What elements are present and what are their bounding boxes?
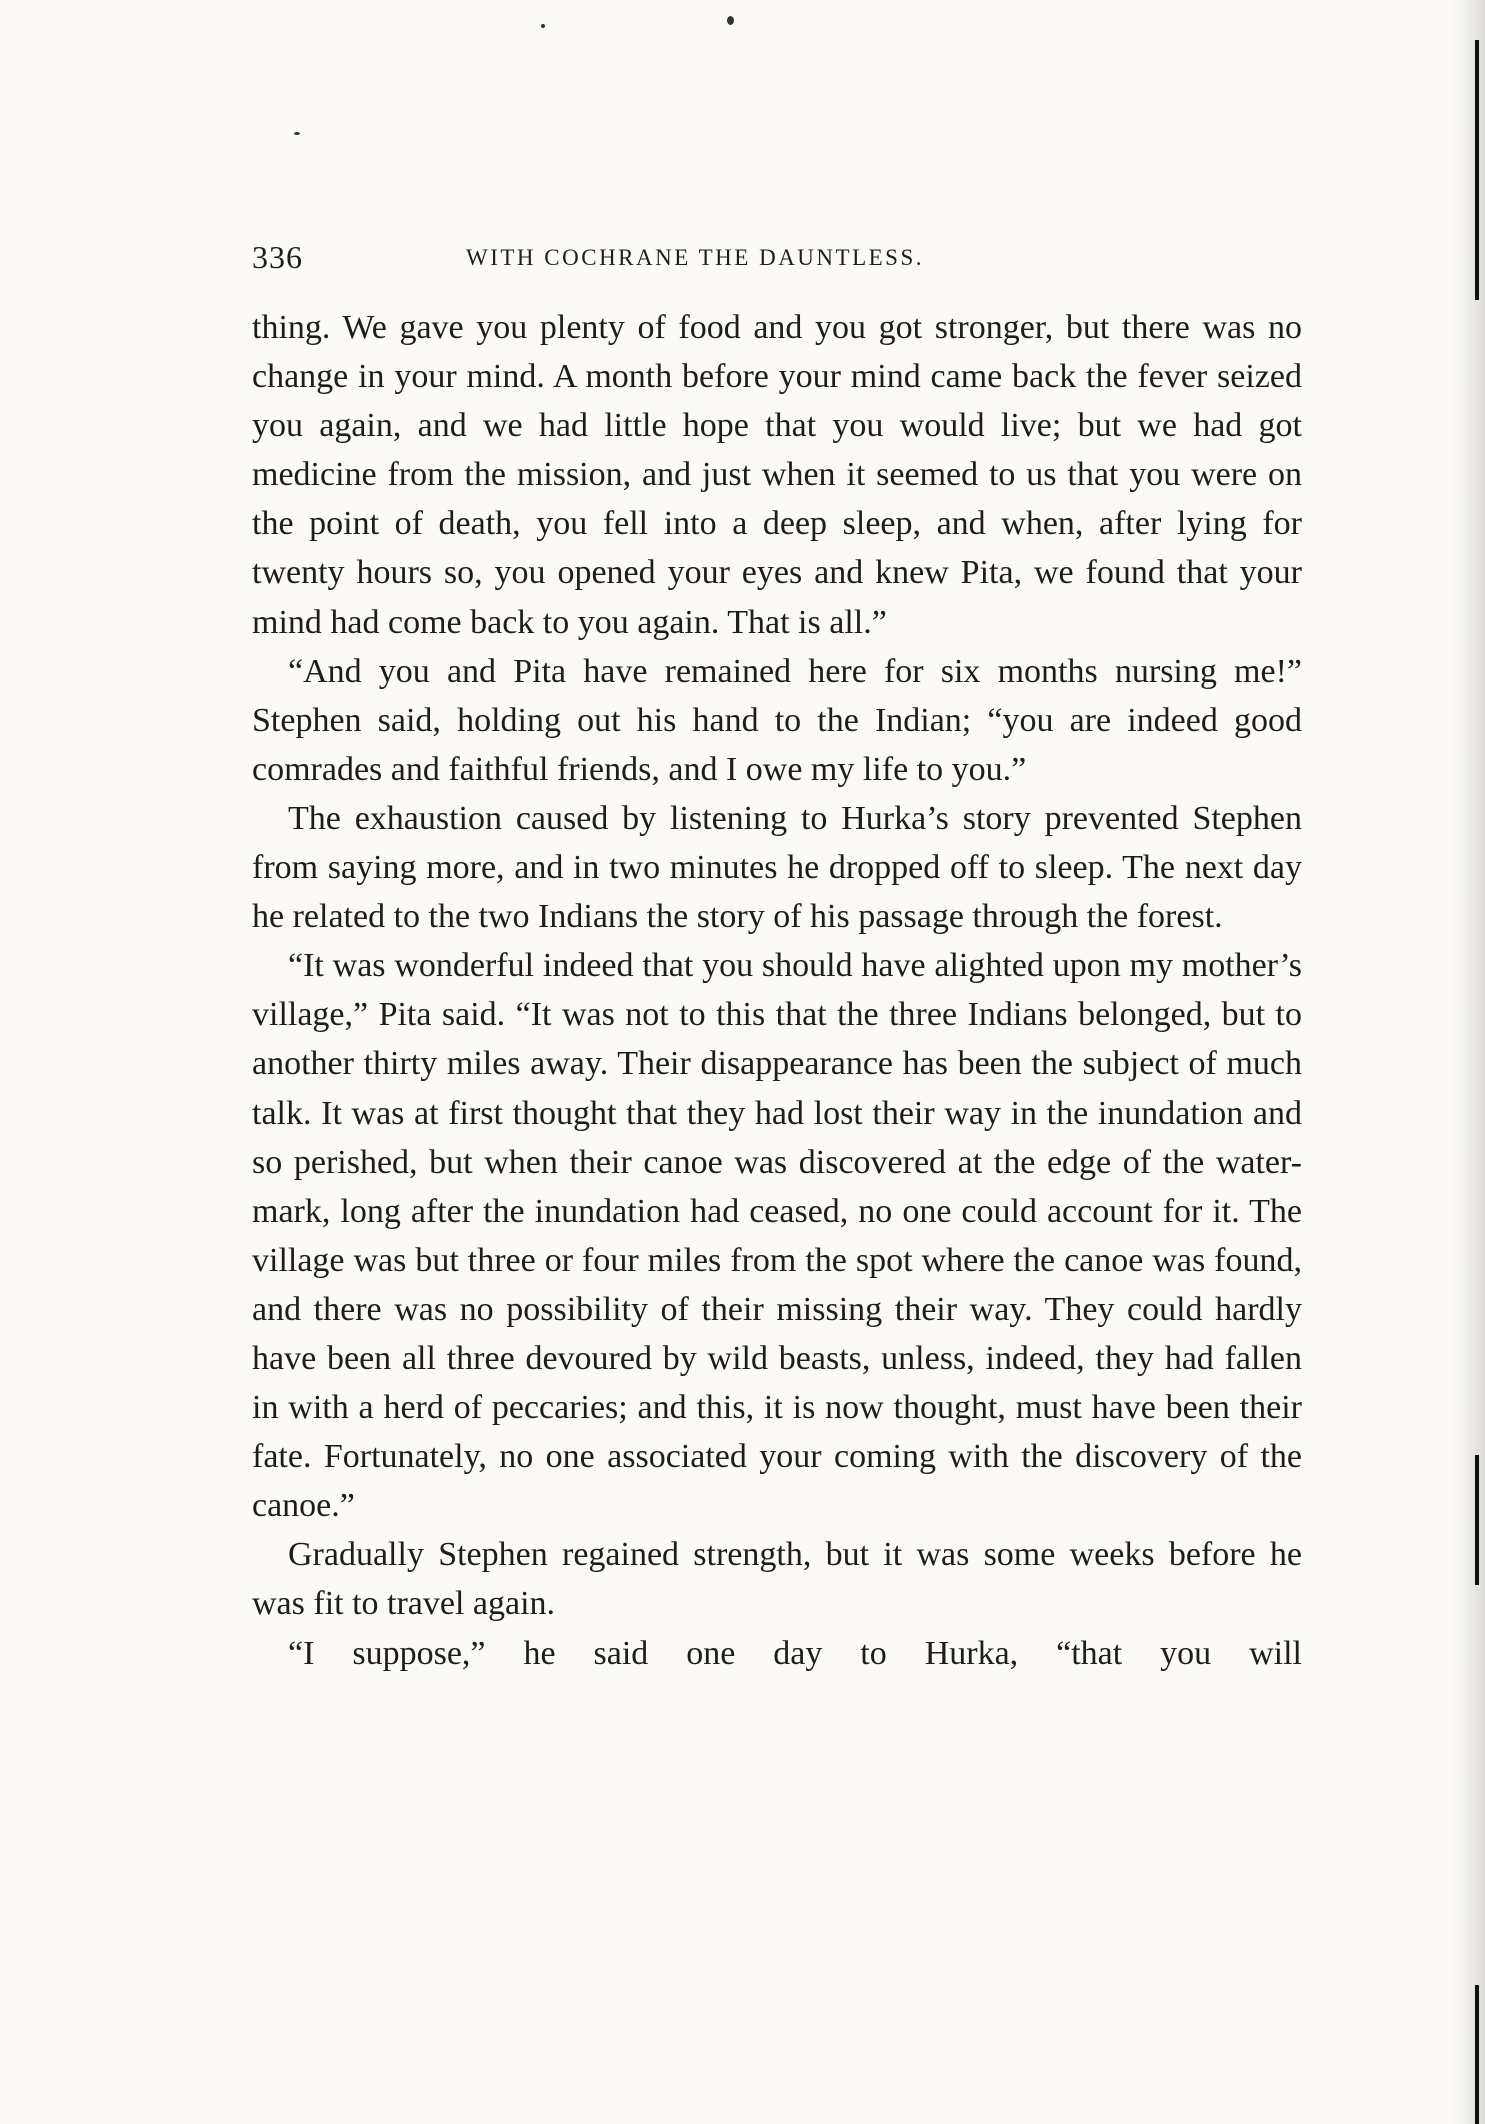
running-title: WITH COCHRANE THE DAUNTLESS. <box>466 245 925 270</box>
scan-edge-mark <box>1475 1985 1479 2124</box>
scan-edge-mark <box>1475 40 1479 300</box>
paragraph: Gradually Stephen regained strength, but it was some weeks before he was fit to travel again. <box>252 1536 1302 1623</box>
scan-speck <box>541 24 545 28</box>
paragraph: “And you and Pita have remained here for six months nursing me!” Stephen said, holding out his hand to the Indian; “you are indeed good comrades and faithful friends, and I owe my life to you.” <box>252 652 1302 788</box>
page-header <box>252 239 1302 285</box>
paragraph: “I suppose,” he said one day to Hurka, “that you will <box>288 1634 1302 1672</box>
page-edge-shadow <box>1451 0 1485 2124</box>
scan-edge-mark <box>1475 1455 1479 1585</box>
paragraph: “It was wonderful indeed that you should have alighted upon my mother’s village,” Pita said. “It was not to this that the three Indians belonged, but to another thirty miles away. Their disappearance has been the subject of much talk. It was at first thought that they had lost their way in the inundation and so perished, but when their canoe was discovered at the edge of the water-mark, long after the inundation had ceased, no one could account for it. The village was but three or four miles from the spot where the canoe was found, and there was no possibility of their missing their way. They could hardly have been all three devoured by wild beasts, unless, indeed, they had fallen in with a herd of peccaries; and this, it is now thought, must have been their fate. Fortunately, no one associated your coming with the discovery of the canoe.” <box>252 947 1302 1525</box>
body-text <box>252 303 1302 1678</box>
paragraph: The exhaustion caused by listening to Hurka’s story prevented Stephen from saying more, and in two minutes he dropped off to sleep. The next day he related to the two Indians the story of his passage through the forest. <box>252 799 1302 936</box>
scan-speck <box>727 16 734 25</box>
paragraph: thing. We gave you plenty of food and you got stronger, but there was no change in your mind. A month before your mind came back the fever seized you again, and we had little hope that you would live; but we had got medicine from the mission, and just when it seemed to us that you were on the point of death, you fell into a deep sleep, and when, after lying for twenty hours so, you opened your eyes and knew Pita, we found that your mind had come back to you again. That is all.” <box>252 309 1302 641</box>
scan-speck <box>294 132 300 135</box>
page-number: 336 <box>252 239 303 275</box>
